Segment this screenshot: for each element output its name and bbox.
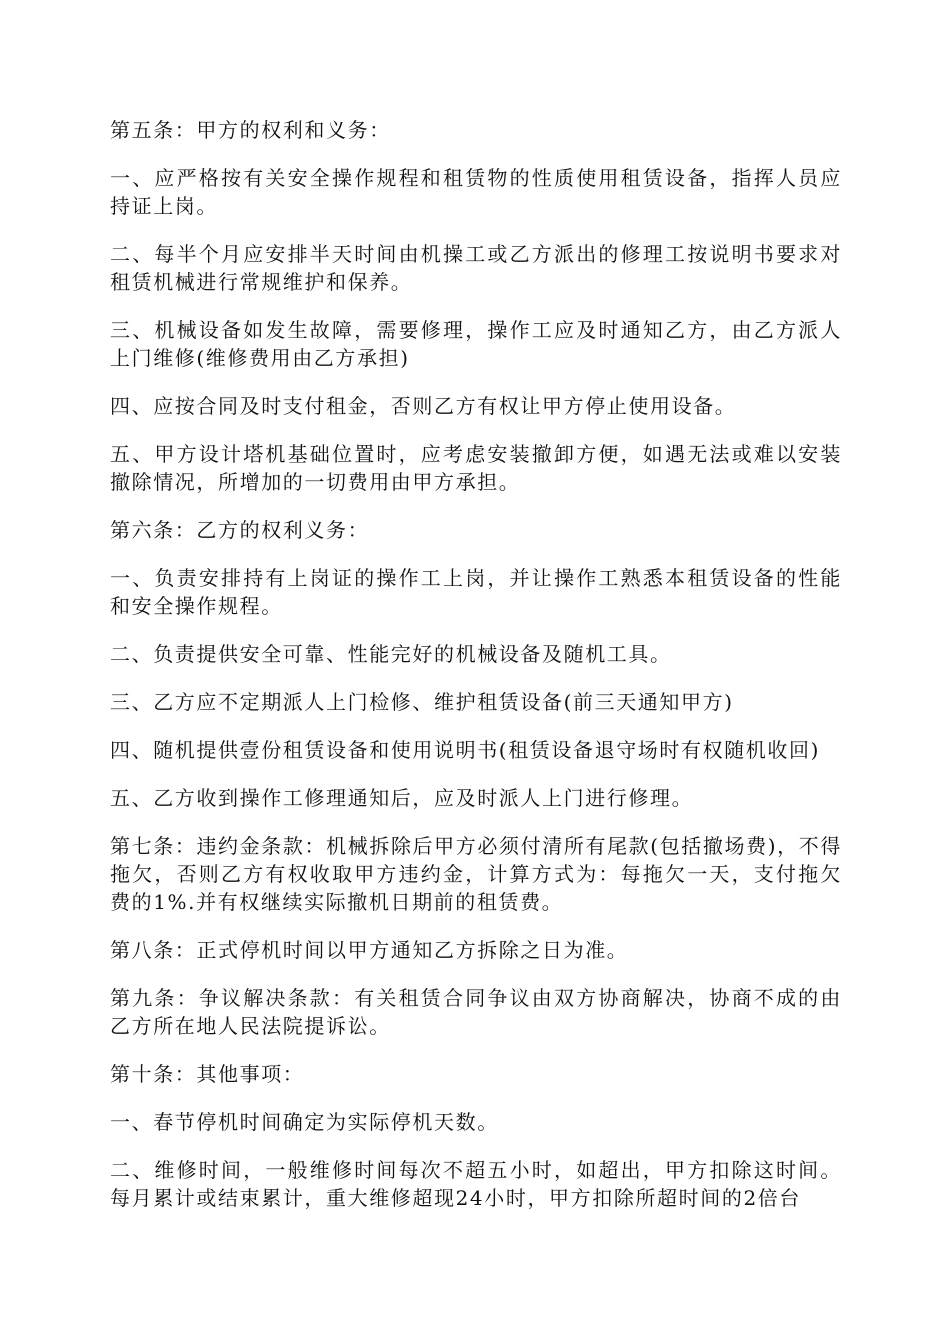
clause-5-item-4: 四、应按合同及时支付租金，否则乙方有权让甲方停止使用设备。 <box>110 394 737 418</box>
clause-6-item-4: 四、随机提供壹份租赁设备和使用说明书(租赁设备退守场时有权随机收回) <box>110 738 821 762</box>
clause-10-heading: 第十条：其他事项： <box>110 1062 305 1086</box>
clause-6-item-1: 一、负责安排持有上岗证的操作工上岗，并让操作工熟悉本租赁设备的性能和安全操作规程。 <box>110 566 842 618</box>
document-page <box>110 116 842 1232</box>
clause-6-item-2: 二、负责提供安全可靠、性能完好的机械设备及随机工具。 <box>110 642 672 666</box>
clause-6-heading: 第六条：乙方的权利义务： <box>110 518 370 542</box>
clause-5-heading: 第五条：甲方的权利和义务： <box>110 118 391 142</box>
clause-10-item-2: 二、维修时间，一般维修时间每次不超五小时，如超出，甲方扣除这时间。每月累计或结束累计，重大维修超现24小时，甲方扣除所超时间的2倍台 <box>110 1158 842 1210</box>
clause-6-item-5: 五、乙方收到操作工修理通知后，应及时派人上门进行修理。 <box>110 786 694 810</box>
clause-5-item-5: 五、甲方设计塔机基础位置时，应考虑安装撤卸方便，如遇无法或难以安装撤除情况，所增加的一切费用由甲方承担。 <box>110 442 842 494</box>
clause-6-item-3: 三、乙方应不定期派人上门检修、维护租赁设备(前三天通知甲方) <box>110 690 734 714</box>
clause-9: 第九条：争议解决条款：有关租赁合同争议由双方协商解决，协商不成的由乙方所在地人民法院提诉讼。 <box>110 986 842 1038</box>
clause-8: 第八条：正式停机时间以甲方通知乙方拆除之日为准。 <box>110 938 629 962</box>
clause-7: 第七条：违约金条款：机械拆除后甲方必须付清所有尾款(包括撤场费)，不得拖欠，否则乙方有权收取甲方违约金，计算方式为：每拖欠一天，支付拖欠费的1%.并有权继续实际撤机日期前的租赁费。 <box>110 834 842 914</box>
clause-10-item-1: 一、春节停机时间确定为实际停机天数。 <box>110 1110 499 1134</box>
clause-5-item-3: 三、机械设备如发生故障，需要修理，操作工应及时通知乙方，由乙方派人上门维修(维修费用由乙方承担) <box>110 318 842 370</box>
clause-5-item-2: 二、每半个月应安排半天时间由机操工或乙方派出的修理工按说明书要求对租赁机械进行常规维护和保养。 <box>110 242 842 294</box>
clause-5-item-1: 一、应严格按有关安全操作规程和租赁物的性质使用租赁设备，指挥人员应持证上岗。 <box>110 166 842 218</box>
